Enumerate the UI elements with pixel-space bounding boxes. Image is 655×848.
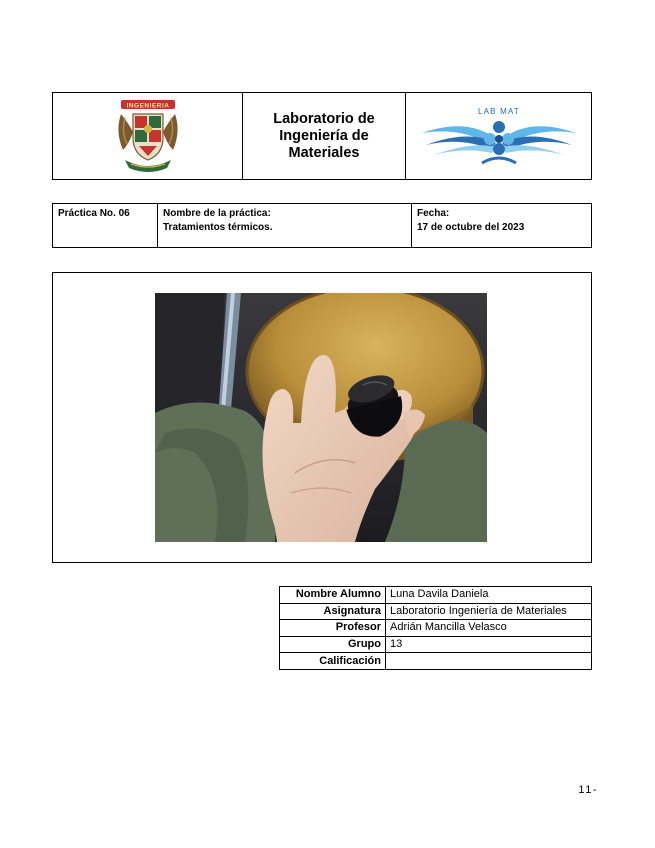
header-title-cell	[243, 93, 406, 179]
practice-name: Tratamientos térmicos.	[163, 222, 273, 233]
hand-holding-sample-image	[155, 293, 487, 542]
date-value: 17 de octubre del 2023	[417, 222, 525, 233]
unam-ingenieria-crest-icon	[115, 98, 181, 174]
sample-photo	[155, 293, 487, 542]
table-row	[280, 636, 592, 653]
table-row	[280, 603, 592, 620]
page-number: 11-	[578, 784, 598, 796]
practice-name-label: Nombre de la práctica:	[163, 208, 271, 219]
svg-text:INGENIERIA: INGENIERIA	[126, 102, 169, 110]
grade-value	[386, 653, 592, 670]
page-title: Laboratorio de Ingeniería de Materiales	[273, 110, 375, 161]
practice-info-table	[52, 203, 592, 248]
table-row	[280, 653, 592, 670]
table-row	[280, 587, 592, 604]
lab-mat-logo-text: LAB MAT	[477, 107, 520, 116]
subject-label: Asignatura	[280, 603, 386, 620]
student-name-value: Luna Davila Daniela	[386, 587, 592, 604]
professor-value: Adrián Mancilla Velasco	[386, 620, 592, 637]
professor-label: Profesor	[280, 620, 386, 637]
grade-label: Calificación	[280, 653, 386, 670]
table-row	[280, 620, 592, 637]
header-right-logo-cell	[406, 93, 591, 179]
date-cell	[412, 204, 591, 247]
practice-number-cell	[53, 204, 158, 247]
group-label: Grupo	[280, 636, 386, 653]
subject-value: Laboratorio Ingeniería de Materiales	[386, 603, 592, 620]
lab-mat-logo-icon	[418, 103, 580, 169]
student-info-table	[279, 586, 592, 670]
date-label: Fecha:	[417, 208, 450, 219]
group-value: 13	[386, 636, 592, 653]
header-left-logo-cell	[53, 93, 243, 179]
header-table	[52, 92, 592, 180]
practice-name-cell	[158, 204, 412, 247]
practice-number: Práctica No. 06	[58, 208, 130, 219]
student-name-label: Nombre Alumno	[280, 587, 386, 604]
